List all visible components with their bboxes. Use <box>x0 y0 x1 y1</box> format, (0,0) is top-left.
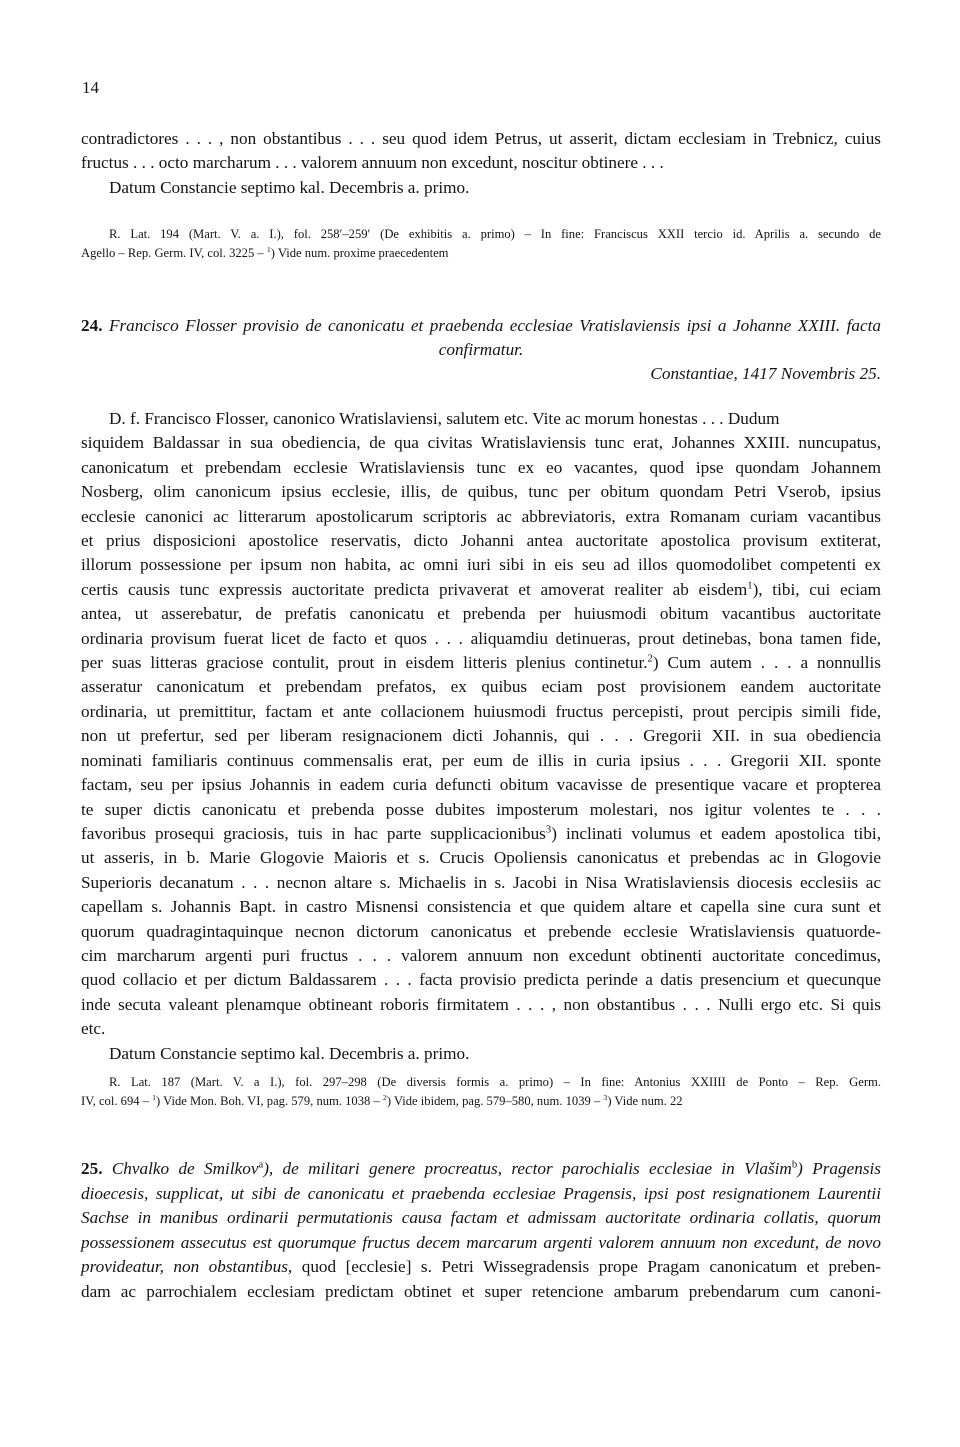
entry-number: 25. <box>81 1159 103 1178</box>
note-line: R. Lat. 194 (Mart. V. a. I.), fol. 258′–259′ (De exhibitis a. primo) – In fine: Franciscus XXII tercio id. Aprilis a. secundo de <box>109 227 881 241</box>
text-line: ordinaria, ut premittitur, factam et ante collacionem huiusmodi fructus percepisti, prout percipis simili fide, <box>81 701 881 721</box>
text-line: favoribus prosequi graciosis, tuis in hac parte supplicacionibus$^3$) inclinati volumus et eadem apostolica tibi, <box>81 823 881 843</box>
text-line: contradictores . . . , non obstantibus . . . seu quod idem Petrus, ut asserit, dictam ecclesiam in Trebnicz, cuius <box>81 129 881 148</box>
text-line: nominati familiaris continuus commensalis erat, per eum de illis in curia ipsius . . . Gregorii XII. sponte <box>81 750 881 770</box>
text-line: D. f. Francisco Flosser, canonico Wratislaviensi, salutem etc. Vite ac morum honestas . . . Dudum <box>109 409 780 428</box>
footnote-marker: 1 <box>747 580 753 592</box>
text-line: quorum quadragintaquinque necnon dictorum canonicatus et prebende ecclesie Wratislaviensis quatuorde- <box>81 921 881 941</box>
text-line: siquidem Baldassar in sua obediencia, de qua civitas Wratislaviensis tunc erat, Johannes XXIII. nuncupatus, <box>81 433 881 453</box>
text-line: Sachse in manibus ordinarii permutationis causa factam et admissam auctoritate ordinaria collatis, quorum <box>81 1208 881 1228</box>
text-line: per suas litteras graciose contulit, prout in eisdem litteris plenius continetur.$^2$) Cum autem . . . a nonnullis <box>81 653 881 673</box>
text-line: factam, seu per ipsius Johannis in eadem curia defuncti obitum vacavisse de presentique vacare et propterea <box>81 775 881 795</box>
entry-25 <box>81 1157 881 1305</box>
entry-23-note <box>81 225 881 263</box>
text-line: canonicatum et prebendam ecclesie Wratislaviensis tunc ex eo vacantes, quod ipse quondam Johannem <box>81 457 881 477</box>
text-line: dam ac parrochialem ecclesiam predictam obtinet et super retencione ambarum prebendarum cum canoni- <box>81 1281 881 1301</box>
footnote-marker: b <box>791 1159 798 1171</box>
note-line: R. Lat. 187 (Mart. V. a I.), fol. 297–298 (De diversis formis a. primo) – In fine: Antonius XXIIII de Ponto – Rep. Germ. <box>109 1075 881 1089</box>
text-line: illorum possessione per ipsum non habita, ac omni iuri sibi in eis seu ad illos quomodolibet competenti ex <box>81 555 881 575</box>
text-line: te super dictis canonicatu et prebenda posse dubites imposterum molestari, nos igitur volentes te . . . <box>81 799 881 819</box>
text-line: non ut prefertur, sed per liberam resignacionem dicti Johannis, qui . . . Gregorii XII. in sua obediencia <box>81 726 881 746</box>
text-line: antea, ut asserebatur, de prefatis canonicatu et prebenda per huiusmodi obitum vacantibus auctoritate <box>81 604 881 624</box>
footnote-marker: 3 <box>603 1092 608 1102</box>
note-line: Agello – Rep. Germ. IV, col. 3225 – $^1$) Vide num. proxime praecedentem <box>81 244 449 260</box>
page-number: 14 <box>82 78 99 97</box>
footnote-marker: a <box>258 1159 264 1171</box>
text-line: capellam s. Johannis Bapt. in castro Misnensi consistencia et que quidem altare et capella sine cura sunt et <box>81 897 881 917</box>
text-line: Superioris decanatum . . . necnon altare s. Michaelis in s. Jacobi in Nisa Wratislaviensis diocesis ecclesiis ac <box>81 872 881 892</box>
text-line: ecclesie canonici ac litterarum apostolicarum scriptoris ac abbreviatoris, extra Romanam curiam vacantibus <box>81 506 881 526</box>
text-line: fructus . . . octo marcharum . . . valorem annuum non excedunt, noscitur obtinere . . . <box>81 153 664 173</box>
text-line: certis causis tunc expressis auctoritate predicta privaverat et amoverat realiter ab eisdem$^1$), tibi, cui eciam <box>81 579 881 599</box>
text-line: ut asseris, in b. Marie Glogovie Maioris et s. Crucis Opoliensis canonicatus et prebendas ac in Glogovie <box>81 848 881 868</box>
entry-23-continuation <box>81 127 881 200</box>
text-line: ordinaria provisum fuerat licet de facto et quos . . . aliquamdiu detinueras, prout detinebas, bona tamen fide, <box>81 628 881 648</box>
footnote-marker: 3 <box>545 824 552 836</box>
text-line: Nosberg, olim canonicum ipsius ecclesie, illis, de quibus, tunc per obitum quondam Petri Vserob, ipsius <box>81 482 881 502</box>
text-line: possessionem assecutus est quorumque fructus decem marcarum argenti valorem annuum non excedunt, de novo <box>81 1232 881 1252</box>
footnote-marker: 1 <box>266 244 271 254</box>
text-line: provideatur, non obstantibus, quod [ecclesie] s. Petri Wissegradensis prope Pragam canonicatum et preben- <box>81 1257 882 1277</box>
footnote-marker: 2 <box>647 653 653 665</box>
text-line: quod collacio et per dictum Baldassarem . . . facta provisio predicta perinde a datis presencium et quecunque <box>81 970 881 990</box>
entry-24-body <box>81 407 881 1066</box>
entry-24-heading <box>81 314 881 386</box>
footnote-marker: 1 <box>152 1092 157 1102</box>
datum-line: Datum Constancie septimo kal. Decembris a. primo. <box>109 177 470 197</box>
entry-number: 24. <box>81 316 103 335</box>
footnote-marker: 2 <box>382 1092 387 1102</box>
text-line: asseratur canonicatum et prebendam prefatos, ex quibus eciam post provisionem eandem auctoritate <box>81 677 881 697</box>
text-line: 25. Chvalko de Smilkov$^a$), de militari genere procreatus, rector parochialis ecclesiae in Vlašim$^b$) Pragensis <box>81 1159 881 1178</box>
heading-line: 24. Francisco Flosser provisio de canonicatu et praebenda ecclesiae Vratislaviensis ipsi a Johanne XXIII. facta <box>81 316 882 335</box>
text-line: cim marcharum argenti puri fructus . . . valorem annuum non excedunt obtinenti auctoritate concedimus, <box>81 945 881 965</box>
text-line: inde secuta valeant plenamque obtineant roboris firmitatem . . . , non obstantibus . . . Nulli ergo etc. Si quis <box>81 994 881 1014</box>
note-line: IV, col. 694 – $^1$) Vide Mon. Boh. VI, pag. 579, num. 1038 – $^2$) Vide ibidem, pag. 579–580, num. 1039 – $^3$) Vide num. 22 <box>81 1092 683 1108</box>
place-date: Constantiae, 1417 Novembris 25. <box>650 364 881 383</box>
datum-line: Datum Constancie septimo kal. Decembris a. primo. <box>109 1043 470 1063</box>
entry-24-note <box>81 1073 881 1111</box>
text-line: et prius disposicioni apostolice reservatis, dicto Johanni antea auctoritate apostolica provisum extiterat, <box>81 531 881 551</box>
text-line: etc. <box>81 1019 106 1039</box>
text-line: dioecesis, supplicat, ut sibi de canonicatu et praebenda ecclesiae Pragensis, ipsi post resignationem Laurentii <box>81 1183 881 1203</box>
heading-line: confirmatur. <box>438 340 524 359</box>
